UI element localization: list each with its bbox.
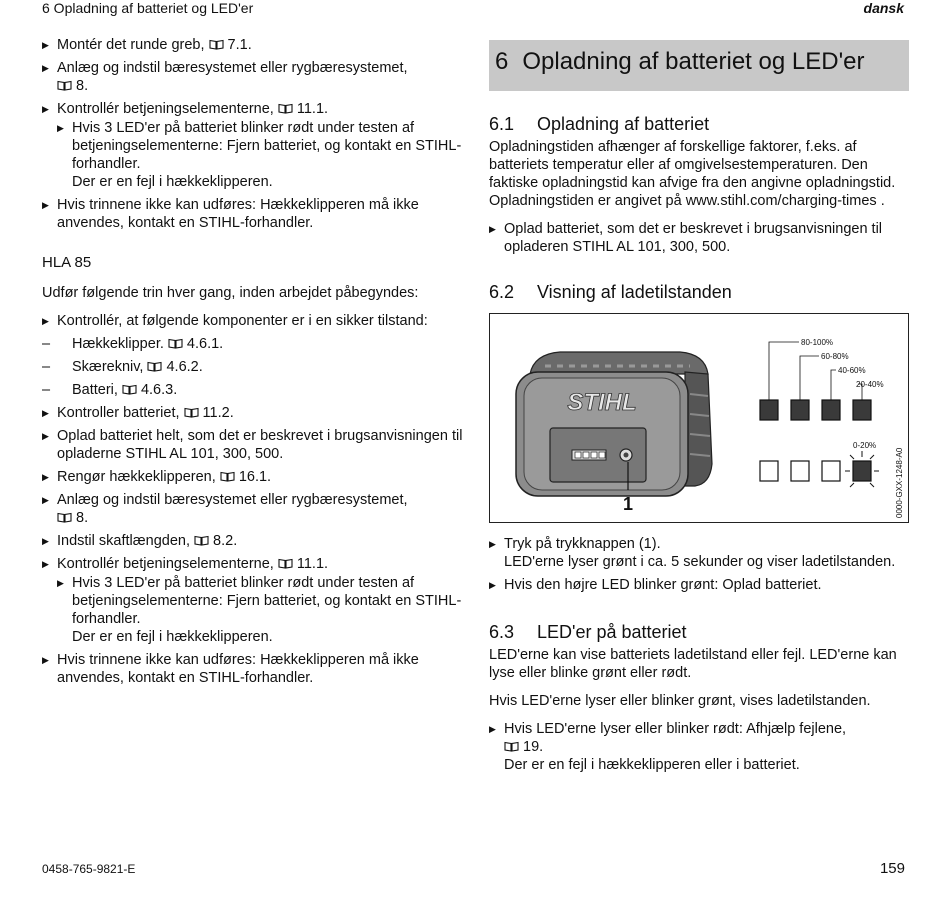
led-indicator xyxy=(760,461,778,481)
right-column xyxy=(489,40,909,779)
led-indicator xyxy=(791,400,809,420)
book-icon xyxy=(57,80,72,91)
triangle-bullet-icon: ▶ xyxy=(489,580,496,590)
dash-item: – Hækkeklipper. 4.6.1. xyxy=(42,336,224,352)
triangle-bullet-icon: ▶ xyxy=(42,655,49,665)
triangle-bullet-icon: ▶ xyxy=(57,123,64,133)
led-indicator xyxy=(853,400,871,420)
svg-text:60-80%: 60-80% xyxy=(821,352,849,361)
list-item: ▶ Rengør hækkeklipperen, 16.1. xyxy=(42,469,272,485)
list-item: ▶ Hvis den højre LED blinker grønt: Oplad batteriet. xyxy=(489,577,822,593)
triangle-bullet-icon: ▶ xyxy=(42,431,49,441)
intro-text: Udfør følgende trin hver gang, inden arbejdet påbegyndes: xyxy=(42,285,419,301)
chapter-title: 6 Opladning af batteriet og LED'er xyxy=(489,40,909,91)
led-indicator xyxy=(791,461,809,481)
svg-text:40-60%: 40-60% xyxy=(838,366,866,375)
book-icon xyxy=(220,471,235,482)
model-heading: HLA 85 xyxy=(42,254,92,271)
triangle-bullet-icon: ▶ xyxy=(42,472,49,482)
triangle-bullet-icon: ▶ xyxy=(489,224,496,234)
book-icon xyxy=(168,338,183,349)
triangle-bullet-icon: ▶ xyxy=(42,63,49,73)
list-item: ▶ Kontroller batteriet, 11.2. xyxy=(42,405,234,421)
svg-text:80-100%: 80-100% xyxy=(801,338,834,347)
triangle-bullet-icon: ▶ xyxy=(57,578,64,588)
section-body: LED'erne kan vise batteriets ladetilstand eller fejl. LED'erne kan lyse eller blinke grønt eller rødt. xyxy=(489,647,897,681)
dash-item: – Batteri, 4.6.3. xyxy=(42,382,178,398)
triangle-bullet-icon: ▶ xyxy=(42,316,49,326)
sub-list-item: ▶ Hvis 3 LED'er på batteriet blinker rødt under testen af betjeningselementerne: Fjern batteriet, og kontakt en STIHL-forhandler. Der er en fejl i hækkeklipperen. xyxy=(57,120,462,190)
list-item: ▶ Montér det runde greb, 7.1. xyxy=(42,37,252,53)
book-icon xyxy=(57,512,72,523)
list-item: ▶ Hvis trinnene ikke kan udføres: Hækkeklipperen må ikke anvendes, kontakt en STIHL-forhandler. xyxy=(42,652,419,686)
brand-logo: STIHL xyxy=(567,389,637,416)
figure-code: 0000-GXX-1248-A0 xyxy=(895,447,904,518)
triangle-bullet-icon: ▶ xyxy=(42,104,49,114)
svg-text:20-40%: 20-40% xyxy=(856,380,884,389)
led-indicator xyxy=(822,461,840,481)
list-item: ▶ Oplad batteriet, som det er beskrevet i brugsanvisningen til opladeren STIHL AL 101, 300, 500. xyxy=(489,221,883,255)
list-item: ▶ Kontrollér betjeningselementerne, 11.1. xyxy=(42,101,329,117)
triangle-bullet-icon: ▶ xyxy=(42,495,49,505)
left-column xyxy=(42,36,467,692)
list-item: ▶ Kontrollér betjeningselementerne, 11.1. xyxy=(42,556,329,572)
led-indicator xyxy=(822,400,840,420)
book-icon xyxy=(278,103,293,114)
document-number: 0458-765-9821-E xyxy=(42,862,136,876)
list-item: ▶ Oplad batteriet helt, som det er beskrevet i brugsanvisningen til opladerne STIHL AL 101, 300, 500. xyxy=(42,428,463,462)
svg-text:0-20%: 0-20% xyxy=(853,441,877,450)
book-icon xyxy=(122,384,137,395)
triangle-bullet-icon: ▶ xyxy=(42,40,49,50)
blinking-led-indicator xyxy=(853,461,871,481)
triangle-bullet-icon: ▶ xyxy=(42,408,49,418)
section-body: Hvis LED'erne lyser eller blinker grønt, vises ladetilstanden. xyxy=(489,693,871,709)
battery-illustration xyxy=(490,314,907,521)
book-icon xyxy=(147,361,162,372)
list-item: ▶ Indstil skaftlængden, 8.2. xyxy=(42,533,238,549)
triangle-bullet-icon: ▶ xyxy=(42,200,49,210)
list-item: ▶ Kontrollér, at følgende komponenter er i en sikker tilstand: xyxy=(42,313,428,329)
triangle-bullet-icon: ▶ xyxy=(489,539,496,549)
triangle-bullet-icon: ▶ xyxy=(42,536,49,546)
sub-list-item: ▶ Hvis 3 LED'er på batteriet blinker rødt under testen af betjeningselementerne: Fjern batteriet, og kontakt en STIHL-forhandler. Der er en fejl i hækkeklipperen. xyxy=(57,575,462,645)
callout-number: 1 xyxy=(622,494,634,514)
section-heading: 6.2 Visning af ladetilstanden xyxy=(489,282,732,302)
language-label: dansk xyxy=(863,0,904,16)
book-icon xyxy=(278,558,293,569)
section-body: Opladningstiden afhænger af forskellige faktorer, f.eks. af batteriets temperatur eller af omgivelsestemperaturen. Den faktiske opladningstid kan afvige fra den angivne opladningstid. Opladningstiden er angivet på www.stihl.com/charging-times . xyxy=(489,139,896,209)
triangle-bullet-icon: ▶ xyxy=(489,724,496,734)
section-heading: 6.3 LED'er på batteriet xyxy=(489,622,687,642)
led-indicator xyxy=(760,400,778,420)
running-header: 6 Opladning af batteriet og LED'er xyxy=(42,0,254,16)
book-icon xyxy=(209,39,224,50)
book-icon xyxy=(184,407,199,418)
section-heading: 6.1 Opladning af batteriet xyxy=(489,114,710,134)
dash-item: – Skærekniv, 4.6.2. xyxy=(42,359,203,375)
list-item: ▶ Anlæg og indstil bæresystemet eller rygbæresystemet, 8. xyxy=(42,492,408,526)
battery-figure xyxy=(489,313,909,523)
book-icon xyxy=(194,535,209,546)
page-number: 159 xyxy=(879,860,905,877)
book-icon xyxy=(504,741,519,752)
list-item: ▶ Hvis trinnene ikke kan udføres: Hækkeklipperen må ikke anvendes, kontakt en STIHL-forhandler. xyxy=(42,197,419,231)
list-item: ▶ Anlæg og indstil bæresystemet eller rygbæresystemet, 8. xyxy=(42,60,408,94)
list-item: ▶ Hvis LED'erne lyser eller blinker rødt: Afhjælp fejlene, 19. Der er en fejl i hækkeklipperen eller i batteriet. xyxy=(489,721,847,773)
triangle-bullet-icon: ▶ xyxy=(42,559,49,569)
list-item: ▶ Tryk på trykknappen (1). LED'erne lyser grønt i ca. 5 sekunder og viser ladetilstanden. xyxy=(489,536,896,570)
